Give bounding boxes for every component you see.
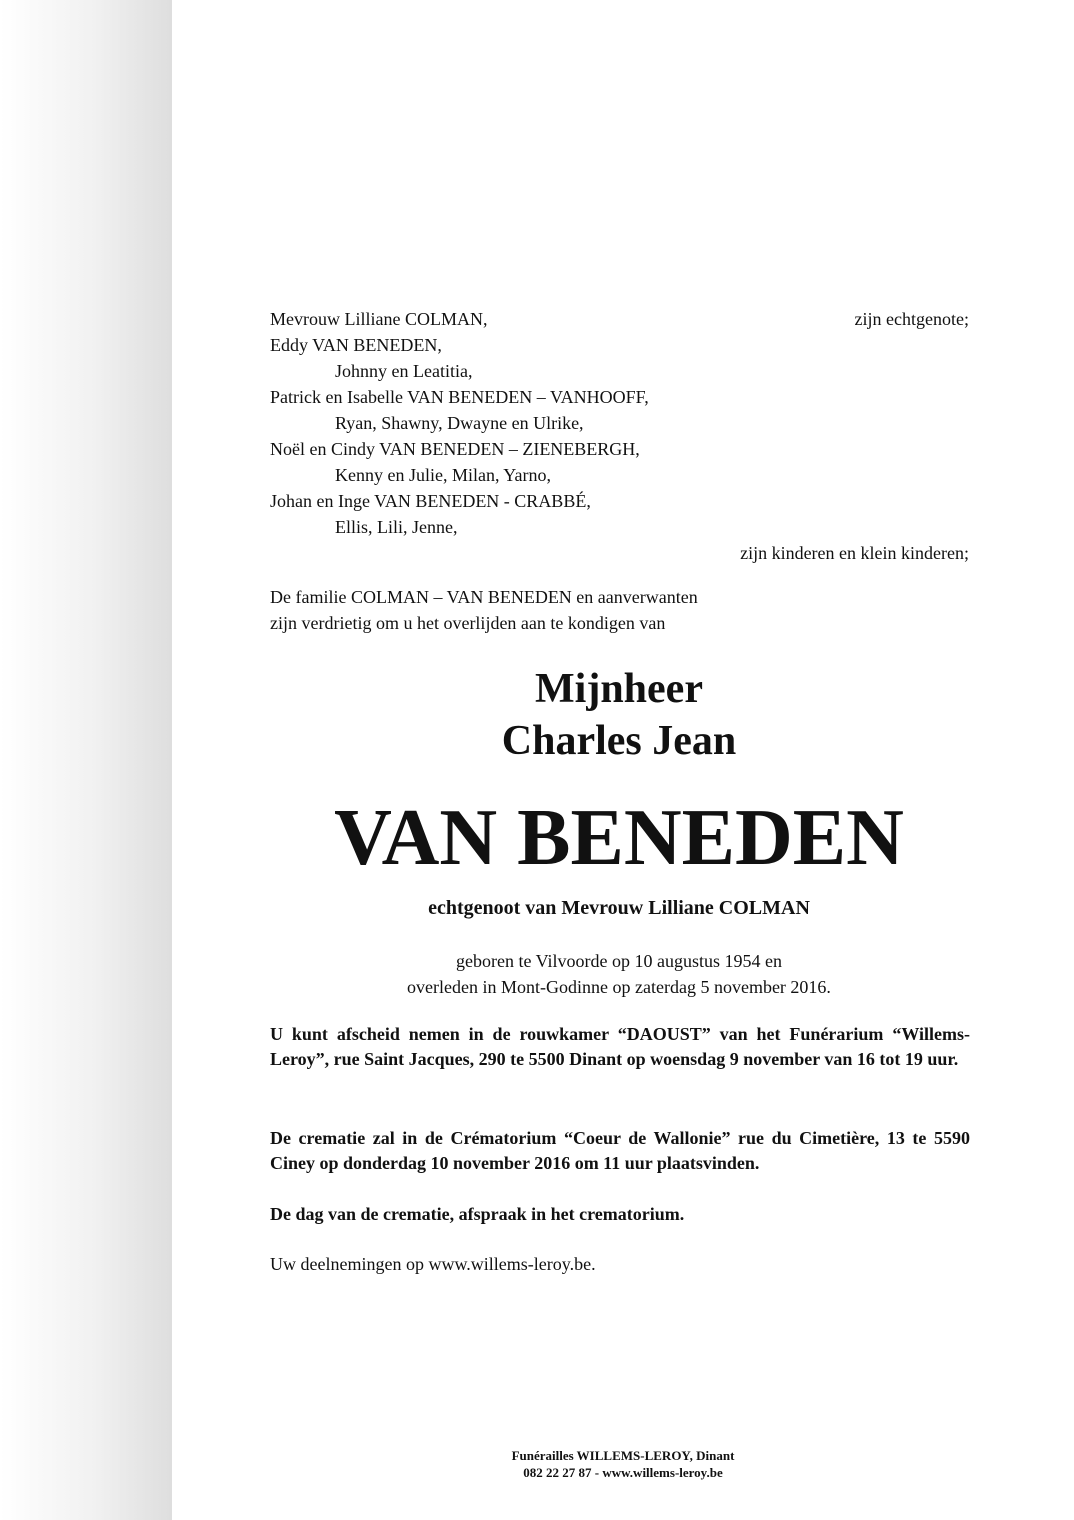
farewell-paragraph: U kunt afscheid nemen in de rouwkamer “DAOUST” van het Funérarium “Willems-Leroy”, rue Saint Jacques, 290 te 5500 Dinant op woensdag 9 november van 16 tot 19 uur. [270, 1024, 970, 1069]
deceased-spouse-line: echtgenoot van Mevrouw Lilliane COLMAN [428, 897, 810, 919]
footer-contact: 082 22 27 87 - www.willems-leroy.be [523, 1465, 723, 1480]
spouse-relation: zijn echtgenote; [854, 309, 969, 329]
family-line: Kenny en Julie, Milan, Yarno, [335, 465, 551, 485]
birth-line: geboren te Vilvoorde op 10 augustus 1954 en [455, 951, 783, 971]
condolences-line: Uw deelnemingen op www.willems-leroy.be. [270, 1254, 596, 1274]
children-relation: zijn kinderen en klein kinderen; [740, 543, 969, 563]
announcement-line: zijn verdrietig om u het overlijden aan te kondigen van [270, 613, 666, 633]
family-line: Patrick en Isabelle VAN BENEDEN – VANHOOFF, [270, 387, 649, 407]
family-line: Johan en Inge VAN BENEDEN - CRABBÉ, [270, 491, 591, 511]
deceased-first-names: Charles Jean [501, 718, 737, 764]
deceased-title: Mijnheer [535, 666, 703, 712]
family-line: Ryan, Shawny, Dwayne en Ulrike, [335, 413, 584, 433]
family-line: Noël en Cindy VAN BENEDEN – ZIENEBERGH, [270, 439, 640, 459]
footer-company: Funérailles WILLEMS-LEROY, Dinant [511, 1448, 735, 1463]
family-line: Johnny en Leatitia, [335, 361, 473, 381]
deceased-surname: VAN BENEDEN [334, 794, 904, 882]
death-line: overleden in Mont-Godinne op zaterdag 5 november 2016. [407, 977, 831, 997]
meeting-paragraph: De dag van de crematie, afspraak in het crematorium. [270, 1204, 685, 1224]
family-line: Eddy VAN BENEDEN, [270, 335, 442, 355]
spouse-name: Mevrouw Lilliane COLMAN, [270, 309, 488, 329]
family-line: Ellis, Lili, Jenne, [335, 517, 458, 537]
announcement-line: De familie COLMAN – VAN BENEDEN en aanverwanten [270, 587, 698, 607]
cremation-paragraph: De crematie zal in de Crématorium “Coeur de Wallonie” rue du Cimetière, 13 te 5590 Ciney op donderdag 10 november 2016 om 11 uur plaatsvinden. [270, 1128, 970, 1173]
page-edge-shadow [0, 0, 172, 1520]
